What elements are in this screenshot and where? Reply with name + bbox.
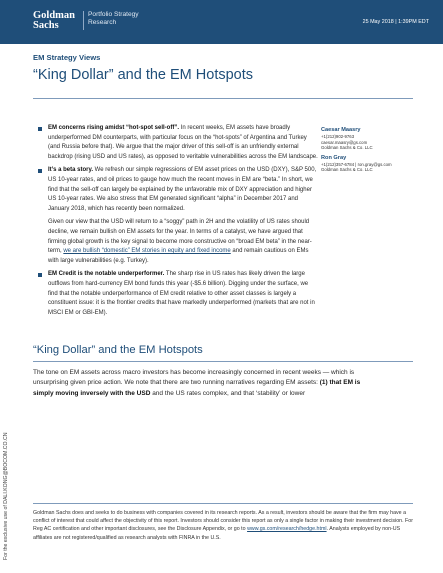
disclosure-link[interactable]: www.gs.com/research/hedge.html (247, 526, 327, 533)
disclaimer-text-before: Goldman Sachs does and seeks to do business with companies covered in its research reports. As a result, investors should be aware that the firm may have a conflict of interest that could affect the objectivity of this report. Investors should consider this report as only a single factor in making their investment decision. For Reg AC certification and other important disclosures, see the Disclosure Appendix, or go to (33, 510, 413, 533)
section-body-after: and the US rates complex, and that ‘stability’ or lower (150, 389, 306, 397)
series-kicker (33, 53, 413, 63)
bullet-item (38, 124, 318, 162)
domestic-em-link[interactable]: we are bullish “domestic” EM stories in equity and fixed income (63, 248, 231, 255)
paragraph-text-before: Given our view that the USD will return to a “soggy” path in 2H and the volatility of US rates should decline, we remain bullish on EM assets for the year. In terms of a catalyst, we have argued that firming global growth is the key signal to become more constructive on “broad EM beta” in the near-term, (48, 219, 312, 255)
bullet-square-icon (38, 273, 42, 277)
outlook-paragraph (38, 218, 318, 266)
kicker-em: EM (33, 53, 45, 62)
title-divider (33, 98, 413, 99)
section-body (33, 368, 365, 399)
page-title: “King Dollar” and the EM Hotspots (33, 67, 254, 83)
bullet-square-icon (38, 127, 42, 131)
bullet-lead: It’s a beta story. (48, 167, 94, 174)
logo-line-1: Goldman (33, 10, 76, 21)
bullet-lead: EM concerns rising amidst “hot-spot sell-off”. (48, 125, 180, 131)
title-block (33, 53, 413, 99)
disclaimer (33, 509, 413, 542)
logo-line-2: Sachs (33, 19, 59, 31)
section-divider (33, 361, 413, 362)
bullet-item (38, 270, 318, 318)
logo-divider (83, 11, 84, 30)
bullet-lead: EM Credit is the notable underperformer. (48, 271, 165, 278)
goldman-sachs-logo (33, 11, 75, 30)
disclaimer-text-after: . Analysts employed by non-US affiliates are not registered/qualified as research analysts with FINRA in the U.S. (33, 526, 401, 541)
header-banner (0, 0, 443, 44)
author-firm: Goldman Sachs & Co. LLC (321, 167, 373, 173)
authors-panel (321, 127, 416, 177)
author-entry (321, 155, 416, 173)
series-line-1: Portfolio Strategy (88, 11, 139, 18)
section-heading: “King Dollar” and the EM Hotspots (33, 344, 203, 356)
publication-date: 25 May 2018 | 1:39PM EDT (362, 19, 429, 25)
bullet-text: In recent weeks, EM assets have broadly underperformed DM counterparts, with particular focus on the “hot-spots” of Argentina and Turkey (and Russia before that). We argue that the major driver of this sell-off is an unfriendly external backdrop (rising USD and US rates), as opposed to veritable vulnerabilities across the EM landscape. (48, 125, 318, 160)
section-body-bold: (1) that EM is simply moving inversely with the USD (33, 379, 361, 397)
author-firm: Goldman Sachs & Co. LLC (321, 145, 373, 151)
bullet-text: We refresh our simple regressions of EM asset prices on the USD (DXY), S&P 500, US 10-year rates, and oil prices to gauge how much the recent moves in EM are “beta.” In short, we find that the sell-off can largely be explained by the unfavorable mix of DXY appreciation and higher US 10-year rates. We also stress that EM generated significant “alpha” in December 2017 and January 2018, which has recently been normalized. (48, 167, 317, 212)
author-email[interactable]: caesar.maasry@gs.com (321, 139, 368, 145)
disclaimer-divider (33, 503, 413, 504)
bullet-square-icon (38, 169, 42, 173)
author-phone: +1(212)902-9763 (321, 134, 355, 139)
series-line-2: Research (88, 19, 117, 27)
summary-bullets (38, 124, 318, 322)
kicker-rest: Strategy Views (46, 53, 101, 62)
paragraph-text-after: and remain cautious on EMs with large vulnerabilities (e.g. Turkey). (48, 248, 309, 264)
author-name: Caesar Maasry (321, 127, 361, 133)
section-body-before: The tone on EM assets across macro investors has become increasingly concerned in recent weeks — which is unsurprising given price action. We note that there are two running narratives regarding EM assets: (33, 369, 355, 387)
bullet-text: The sharp rise in US rates has likely driven the large outflows from hard-currency EM bond funds this year (-$5.6 billion). Digging under the surface, we find that the notable underperformance of EM credit relative to other asset classes is largely a constituent issue: it is the frontier credits that have markedly underperformed (markets that are not in MSCI EM or GBI-EM). (48, 271, 315, 316)
exclusive-use-text: For the exclusive use of DALI.KONG@BOCOM.CO.CN (3, 432, 9, 560)
author-name: Ron Gray (321, 154, 347, 161)
author-entry (321, 127, 416, 151)
author-phone-email[interactable]: +1(212)357-6784 | ron.gray@gs.com (321, 161, 392, 167)
exclusive-use-sidebar (3, 240, 12, 560)
series-label (88, 11, 139, 28)
bullet-item (38, 166, 318, 214)
